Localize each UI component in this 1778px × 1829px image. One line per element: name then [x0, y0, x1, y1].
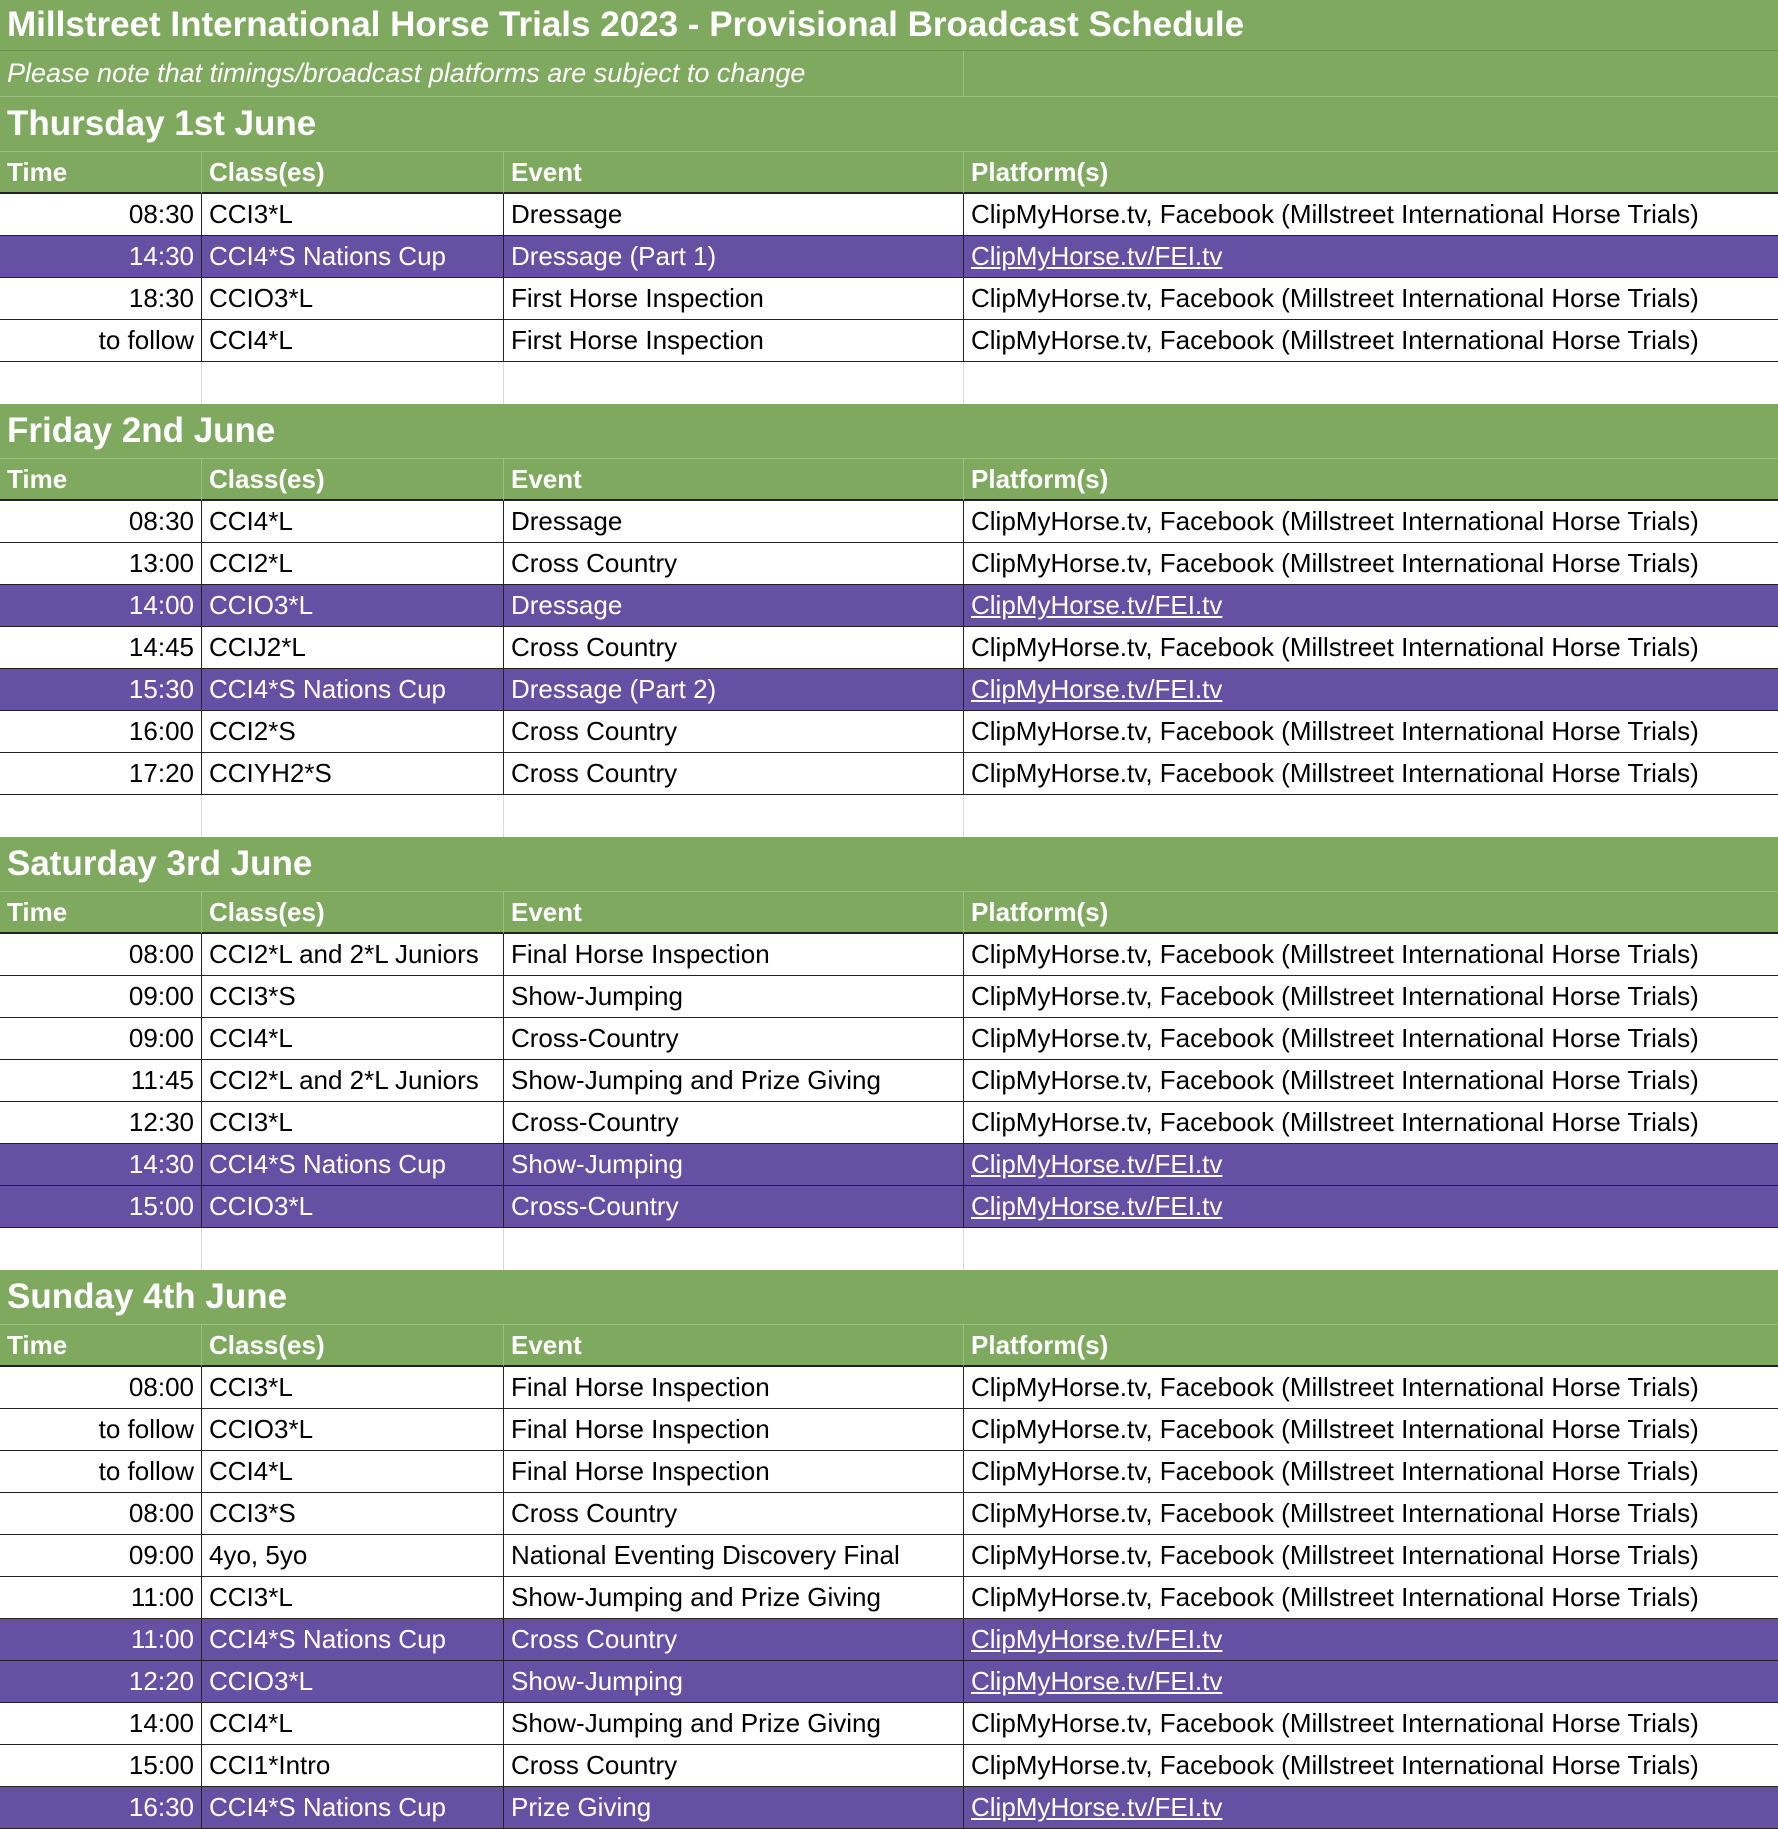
- day-heading: Sunday 4th June: [7, 1277, 288, 1316]
- table-row: [0, 1186, 1778, 1228]
- classes-cell[interactable]: CCI4*L: [202, 1018, 504, 1060]
- empty-cell[interactable]: [504, 1228, 964, 1270]
- empty-cell[interactable]: [202, 362, 504, 404]
- time-cell[interactable]: 14:00: [0, 585, 202, 627]
- platform-link[interactable]: ClipMyHorse.tv/FEI.tv: [971, 1191, 1223, 1221]
- platform-cell[interactable]: ClipMyHorse.tv, Facebook (Millstreet International Horse Trials): [964, 1060, 1778, 1102]
- time-cell[interactable]: 15:00: [0, 1745, 202, 1787]
- time-cell[interactable]: 16:00: [0, 711, 202, 753]
- platform-link[interactable]: ClipMyHorse.tv/FEI.tv: [971, 590, 1223, 620]
- day-heading-row: [0, 404, 1778, 459]
- time-cell[interactable]: 08:00: [0, 934, 202, 976]
- platform-cell[interactable]: ClipMyHorse.tv, Facebook (Millstreet International Horse Trials): [964, 934, 1778, 976]
- classes-cell[interactable]: CCI2*L and 2*L Juniors: [202, 1060, 504, 1102]
- event-cell[interactable]: Show-Jumping and Prize Giving: [504, 1577, 964, 1619]
- time-cell[interactable]: 15:00: [0, 1186, 202, 1228]
- empty-cell[interactable]: [202, 795, 504, 837]
- header-time[interactable]: Time: [0, 459, 202, 501]
- column-header-row: [0, 1325, 1778, 1367]
- platform-cell[interactable]: ClipMyHorse.tv, Facebook (Millstreet International Horse Trials): [964, 1451, 1778, 1493]
- table-row: [0, 236, 1778, 278]
- time-cell[interactable]: 11:00: [0, 1619, 202, 1661]
- event-cell[interactable]: Show-Jumping: [504, 1661, 964, 1703]
- platform-link[interactable]: ClipMyHorse.tv/FEI.tv: [971, 241, 1223, 271]
- classes-cell[interactable]: CCI3*S: [202, 1493, 504, 1535]
- table-row: [0, 753, 1778, 795]
- time-cell[interactable]: 12:30: [0, 1102, 202, 1144]
- header-platforms[interactable]: Platform(s): [964, 459, 1778, 501]
- platform-cell[interactable]: [964, 669, 1778, 711]
- platform-cell[interactable]: ClipMyHorse.tv, Facebook (Millstreet International Horse Trials): [964, 627, 1778, 669]
- table-row: [0, 1619, 1778, 1661]
- time-cell[interactable]: 08:30: [0, 501, 202, 543]
- platform-cell[interactable]: ClipMyHorse.tv, Facebook (Millstreet International Horse Trials): [964, 320, 1778, 362]
- empty-cell[interactable]: [964, 795, 1778, 837]
- platform-cell[interactable]: ClipMyHorse.tv, Facebook (Millstreet International Horse Trials): [964, 501, 1778, 543]
- header-platforms[interactable]: Platform(s): [964, 892, 1778, 934]
- empty-cell[interactable]: [0, 1228, 202, 1270]
- platform-cell[interactable]: ClipMyHorse.tv, Facebook (Millstreet International Horse Trials): [964, 1703, 1778, 1745]
- empty-cell[interactable]: [202, 1228, 504, 1270]
- event-cell[interactable]: Prize Giving: [504, 1787, 964, 1829]
- spacer-row: [0, 795, 1778, 837]
- day-heading-row: [0, 97, 1778, 152]
- column-header-row: [0, 152, 1778, 194]
- day-heading: Friday 2nd June: [7, 411, 276, 450]
- table-row: [0, 1144, 1778, 1186]
- time-cell[interactable]: 12:20: [0, 1661, 202, 1703]
- time-cell[interactable]: 08:30: [0, 194, 202, 236]
- classes-cell[interactable]: CCIYH2*S: [202, 753, 504, 795]
- classes-cell[interactable]: CCIJ2*L: [202, 627, 504, 669]
- table-row: [0, 278, 1778, 320]
- event-cell[interactable]: Cross Country: [504, 543, 964, 585]
- time-cell[interactable]: 09:00: [0, 1018, 202, 1060]
- spacer-row: [0, 1228, 1778, 1270]
- time-cell[interactable]: 18:30: [0, 278, 202, 320]
- classes-cell[interactable]: CCI4*L: [202, 501, 504, 543]
- platform-cell[interactable]: [964, 1661, 1778, 1703]
- classes-cell[interactable]: CCIO3*L: [202, 1661, 504, 1703]
- header-event[interactable]: Event: [504, 152, 964, 194]
- day-heading-row: [0, 837, 1778, 892]
- table-row: [0, 1787, 1778, 1829]
- table-row: [0, 627, 1778, 669]
- event-cell[interactable]: First Horse Inspection: [504, 320, 964, 362]
- table-row: [0, 1535, 1778, 1577]
- classes-cell[interactable]: CCI2*L: [202, 543, 504, 585]
- event-cell[interactable]: Cross-Country: [504, 1186, 964, 1228]
- table-row: [0, 934, 1778, 976]
- platform-cell[interactable]: ClipMyHorse.tv, Facebook (Millstreet International Horse Trials): [964, 194, 1778, 236]
- table-row: [0, 1367, 1778, 1409]
- header-classes[interactable]: Class(es): [202, 1325, 504, 1367]
- classes-cell[interactable]: CCIO3*L: [202, 278, 504, 320]
- platform-link[interactable]: ClipMyHorse.tv/FEI.tv: [971, 674, 1223, 704]
- classes-cell[interactable]: CCI2*S: [202, 711, 504, 753]
- table-row: [0, 1745, 1778, 1787]
- empty-cell[interactable]: [504, 362, 964, 404]
- event-cell[interactable]: Dressage: [504, 501, 964, 543]
- time-cell[interactable]: 14:30: [0, 236, 202, 278]
- platform-cell[interactable]: ClipMyHorse.tv, Facebook (Millstreet International Horse Trials): [964, 1018, 1778, 1060]
- event-cell[interactable]: Cross-Country: [504, 1018, 964, 1060]
- time-cell[interactable]: 16:30: [0, 1787, 202, 1829]
- empty-cell[interactable]: [964, 51, 1778, 97]
- classes-cell[interactable]: CCI4*L: [202, 1703, 504, 1745]
- classes-cell[interactable]: CCI3*L: [202, 1577, 504, 1619]
- event-cell[interactable]: Cross Country: [504, 627, 964, 669]
- classes-cell[interactable]: CCIO3*L: [202, 1409, 504, 1451]
- header-platforms[interactable]: Platform(s): [964, 1325, 1778, 1367]
- time-cell[interactable]: 14:30: [0, 1144, 202, 1186]
- event-cell[interactable]: Cross Country: [504, 753, 964, 795]
- column-header-row: [0, 459, 1778, 501]
- note-cell[interactable]: Please note that timings/broadcast platforms are subject to change: [0, 51, 964, 97]
- table-row: [0, 1409, 1778, 1451]
- event-cell[interactable]: National Eventing Discovery Final: [504, 1535, 964, 1577]
- title-row: [0, 0, 1778, 51]
- event-cell[interactable]: Show-Jumping: [504, 976, 964, 1018]
- classes-cell[interactable]: CCI3*S: [202, 976, 504, 1018]
- event-cell[interactable]: Cross Country: [504, 1745, 964, 1787]
- event-cell[interactable]: Show-Jumping and Prize Giving: [504, 1060, 964, 1102]
- time-cell[interactable]: 08:00: [0, 1493, 202, 1535]
- header-platforms[interactable]: Platform(s): [964, 152, 1778, 194]
- platform-cell[interactable]: [964, 1186, 1778, 1228]
- platform-cell[interactable]: ClipMyHorse.tv, Facebook (Millstreet International Horse Trials): [964, 1367, 1778, 1409]
- event-cell[interactable]: Show-Jumping and Prize Giving: [504, 1703, 964, 1745]
- platform-cell[interactable]: ClipMyHorse.tv, Facebook (Millstreet International Horse Trials): [964, 753, 1778, 795]
- note-row: [0, 51, 1778, 97]
- time-cell[interactable]: 09:00: [0, 1535, 202, 1577]
- classes-cell[interactable]: CCI4*S Nations Cup: [202, 236, 504, 278]
- platform-cell[interactable]: ClipMyHorse.tv, Facebook (Millstreet International Horse Trials): [964, 711, 1778, 753]
- time-cell[interactable]: 13:00: [0, 543, 202, 585]
- platform-cell[interactable]: ClipMyHorse.tv, Facebook (Millstreet International Horse Trials): [964, 1577, 1778, 1619]
- header-event[interactable]: Event: [504, 1325, 964, 1367]
- empty-cell[interactable]: [964, 1228, 1778, 1270]
- days-container: [0, 97, 1778, 1829]
- event-cell[interactable]: Final Horse Inspection: [504, 1367, 964, 1409]
- empty-cell[interactable]: [504, 795, 964, 837]
- table-row: [0, 711, 1778, 753]
- event-cell[interactable]: Dressage: [504, 585, 964, 627]
- day-section: [0, 404, 1778, 837]
- time-cell[interactable]: to follow: [0, 320, 202, 362]
- table-row: [0, 1102, 1778, 1144]
- classes-cell[interactable]: CCI3*L: [202, 194, 504, 236]
- header-event[interactable]: Event: [504, 459, 964, 501]
- classes-cell[interactable]: CCI2*L and 2*L Juniors: [202, 934, 504, 976]
- table-row: [0, 320, 1778, 362]
- classes-cell[interactable]: CCI3*L: [202, 1367, 504, 1409]
- platform-cell[interactable]: [964, 236, 1778, 278]
- table-row: [0, 976, 1778, 1018]
- classes-cell[interactable]: CCI1*Intro: [202, 1745, 504, 1787]
- header-classes[interactable]: Class(es): [202, 892, 504, 934]
- column-header-row: [0, 892, 1778, 934]
- platform-cell[interactable]: ClipMyHorse.tv, Facebook (Millstreet International Horse Trials): [964, 976, 1778, 1018]
- classes-cell[interactable]: CCI4*S Nations Cup: [202, 1619, 504, 1661]
- table-row: [0, 585, 1778, 627]
- time-cell[interactable]: 09:00: [0, 976, 202, 1018]
- time-cell[interactable]: to follow: [0, 1409, 202, 1451]
- table-row: [0, 1060, 1778, 1102]
- header-classes[interactable]: Class(es): [202, 152, 504, 194]
- platform-cell[interactable]: ClipMyHorse.tv, Facebook (Millstreet International Horse Trials): [964, 1493, 1778, 1535]
- table-row: [0, 1577, 1778, 1619]
- platform-link[interactable]: ClipMyHorse.tv/FEI.tv: [971, 1149, 1223, 1179]
- event-cell[interactable]: Cross Country: [504, 711, 964, 753]
- day-heading-row: [0, 1270, 1778, 1325]
- day-section: [0, 97, 1778, 404]
- platform-cell[interactable]: [964, 1787, 1778, 1829]
- table-row: [0, 669, 1778, 711]
- table-row: [0, 1661, 1778, 1703]
- spacer-row: [0, 362, 1778, 404]
- day-section: [0, 1270, 1778, 1829]
- header-time[interactable]: Time: [0, 152, 202, 194]
- time-cell[interactable]: 14:45: [0, 627, 202, 669]
- classes-cell[interactable]: CCIO3*L: [202, 1186, 504, 1228]
- platform-cell[interactable]: [964, 1144, 1778, 1186]
- table-row: [0, 501, 1778, 543]
- day-section: [0, 837, 1778, 1270]
- classes-cell[interactable]: CCIO3*L: [202, 585, 504, 627]
- event-cell[interactable]: Dressage (Part 2): [504, 669, 964, 711]
- table-row: [0, 1018, 1778, 1060]
- event-cell[interactable]: Dressage: [504, 194, 964, 236]
- event-cell[interactable]: Show-Jumping: [504, 1144, 964, 1186]
- page-title: Millstreet International Horse Trials 2023 - Provisional Broadcast Schedule: [7, 5, 1245, 44]
- table-row: [0, 1493, 1778, 1535]
- empty-cell[interactable]: [0, 362, 202, 404]
- time-cell[interactable]: 15:30: [0, 669, 202, 711]
- classes-cell[interactable]: 4yo, 5yo: [202, 1535, 504, 1577]
- day-heading: Thursday 1st June: [7, 104, 317, 143]
- event-cell[interactable]: Final Horse Inspection: [504, 1409, 964, 1451]
- time-cell[interactable]: to follow: [0, 1451, 202, 1493]
- platform-link[interactable]: ClipMyHorse.tv/FEI.tv: [971, 1666, 1223, 1696]
- empty-cell[interactable]: [964, 362, 1778, 404]
- time-cell[interactable]: 08:00: [0, 1367, 202, 1409]
- header-event[interactable]: Event: [504, 892, 964, 934]
- time-cell[interactable]: 11:45: [0, 1060, 202, 1102]
- day-heading: Saturday 3rd June: [7, 844, 313, 883]
- classes-cell[interactable]: CCI4*S Nations Cup: [202, 1144, 504, 1186]
- platform-cell[interactable]: ClipMyHorse.tv, Facebook (Millstreet International Horse Trials): [964, 1745, 1778, 1787]
- time-cell[interactable]: 14:00: [0, 1703, 202, 1745]
- classes-cell[interactable]: CCI3*L: [202, 1102, 504, 1144]
- time-cell[interactable]: 11:00: [0, 1577, 202, 1619]
- event-cell[interactable]: First Horse Inspection: [504, 278, 964, 320]
- platform-cell[interactable]: ClipMyHorse.tv, Facebook (Millstreet International Horse Trials): [964, 1535, 1778, 1577]
- table-row: [0, 1703, 1778, 1745]
- event-cell[interactable]: Final Horse Inspection: [504, 1451, 964, 1493]
- classes-cell[interactable]: CCI4*S Nations Cup: [202, 1787, 504, 1829]
- platform-cell[interactable]: ClipMyHorse.tv, Facebook (Millstreet International Horse Trials): [964, 1102, 1778, 1144]
- event-cell[interactable]: Dressage (Part 1): [504, 236, 964, 278]
- table-row: [0, 543, 1778, 585]
- event-cell[interactable]: Cross-Country: [504, 1102, 964, 1144]
- platform-link[interactable]: ClipMyHorse.tv/FEI.tv: [971, 1792, 1223, 1822]
- platform-cell[interactable]: ClipMyHorse.tv, Facebook (Millstreet International Horse Trials): [964, 278, 1778, 320]
- table-row: [0, 194, 1778, 236]
- platform-cell[interactable]: [964, 585, 1778, 627]
- header-classes[interactable]: Class(es): [202, 459, 504, 501]
- event-cell[interactable]: Cross Country: [504, 1619, 964, 1661]
- table-row: [0, 1451, 1778, 1493]
- empty-cell[interactable]: [0, 795, 202, 837]
- header-time[interactable]: Time: [0, 892, 202, 934]
- header-time[interactable]: Time: [0, 1325, 202, 1367]
- event-cell[interactable]: Final Horse Inspection: [504, 934, 964, 976]
- event-cell[interactable]: Cross Country: [504, 1493, 964, 1535]
- time-cell[interactable]: 17:20: [0, 753, 202, 795]
- platform-cell[interactable]: ClipMyHorse.tv, Facebook (Millstreet International Horse Trials): [964, 1409, 1778, 1451]
- platform-cell[interactable]: [964, 1619, 1778, 1661]
- classes-cell[interactable]: CCI4*S Nations Cup: [202, 669, 504, 711]
- platform-link[interactable]: ClipMyHorse.tv/FEI.tv: [971, 1624, 1223, 1654]
- platform-cell[interactable]: ClipMyHorse.tv, Facebook (Millstreet International Horse Trials): [964, 543, 1778, 585]
- classes-cell[interactable]: CCI4*L: [202, 320, 504, 362]
- classes-cell[interactable]: CCI4*L: [202, 1451, 504, 1493]
